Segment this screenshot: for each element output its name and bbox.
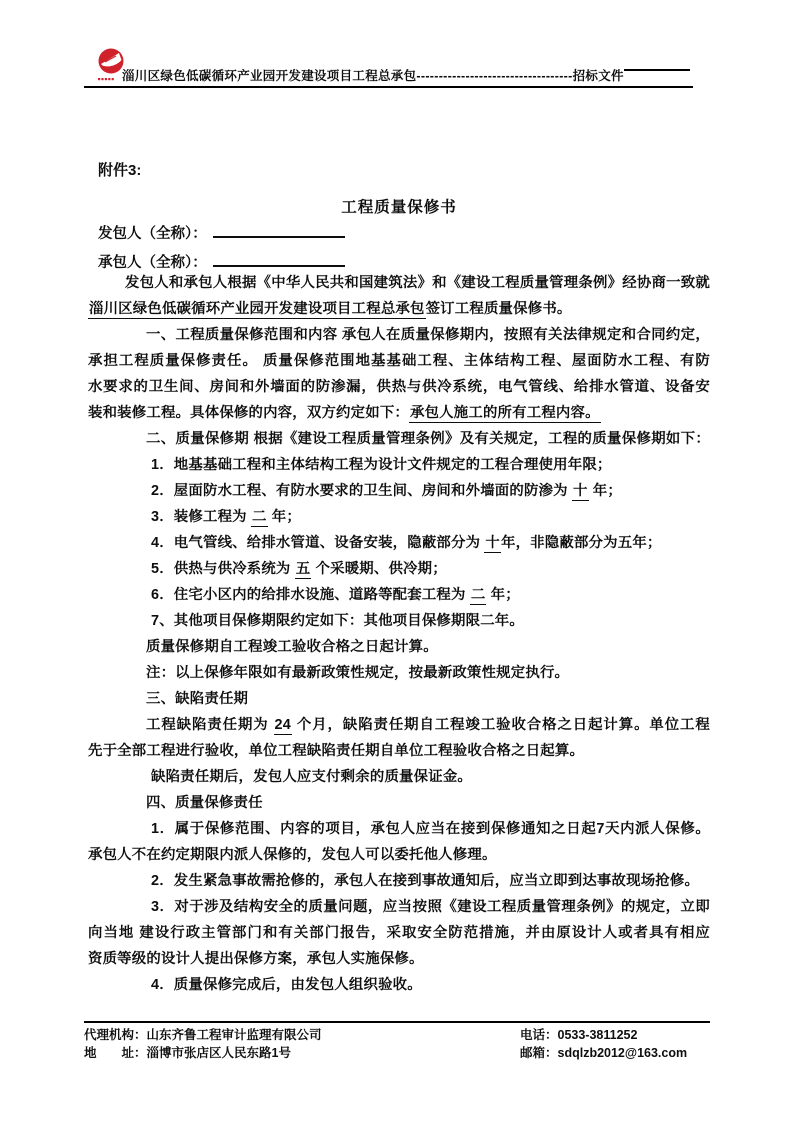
underlined-text: 五 [295,561,311,577]
text-run: 先于全部工程进行验收，单位工程缺陷责任期自单位工程验收合格之日起算。 [88,743,585,759]
doc-line [88,582,710,608]
text-run: 2．发生紧急事故需抢修的，承包人在接到事故通知后，应当立即到达事故现场抢修。 [151,873,700,889]
doc-line [88,816,710,842]
party-row-contractor [98,250,345,270]
footer-row [84,1027,710,1045]
text-run: 7、其他项目保修期限约定如下：其他项目保修期限二年。 [151,613,524,629]
attachment-label: 附件3: [98,162,142,179]
document-body [88,270,710,998]
text-run: 水要求的卫生间、房间和外墙面的防渗漏，供热与供冷系统，电气管线、给排水管道、设备安 [88,379,710,395]
doc-line [88,894,710,920]
header-project-name: 淄川区绿色低碳循环产业园开发建设项目工程总承包 [122,69,417,83]
doc-line [88,842,710,868]
underlined-text: 二 [470,587,486,603]
underlined-text: 十 [572,483,588,499]
doc-line [88,478,710,504]
employer-blank-underline [213,221,345,238]
header-title-line [122,66,693,84]
text-run: 年，非隐蔽部分为五年； [501,535,662,551]
text-run: 1．属于保修范围、内容的项目，承包人应当在接到保修通知之日起7天内派人保修。 [151,821,710,837]
header-dash-leader: ----------------------------------- [416,69,573,83]
footer-address: 地 址：淄博市张店区人民东路1号 [84,1045,291,1060]
doc-line [88,660,710,686]
text-run: 发包人和承包人根据《中华人民共和国建筑法》和《建设工程质量管理条例》经协商一致就 [125,275,710,291]
doc-line [88,946,710,972]
text-run: 3．装修工程为 [151,509,251,525]
footer-row [84,1045,710,1063]
text-run: 年； [588,483,622,499]
doc-line [88,790,710,816]
text-run: 缺陷责任期后，发包人应支付剩余的质量保证金。 [151,769,472,785]
doc-line [88,348,710,374]
text-run: 个采暖期、供冷期； [311,561,447,577]
doc-line [88,764,710,790]
party-row-employer [98,221,345,241]
doc-line [88,972,710,998]
text-run: 三、缺陷责任期 [146,691,249,707]
footer-email: 邮箱：sdqlzb2012@163.com [520,1045,688,1060]
header-short-rule [624,69,690,71]
text-run: 4．电气管线、给排水管道、设备安装，隐蔽部分为 [151,535,485,551]
underlined-text: 二 [251,509,267,525]
employer-label: 发包人（全称）： [98,226,207,242]
underlined-text: 承包人施工的所有工程内容。 [410,405,600,421]
doc-line [88,738,710,764]
text-run: 年； [486,587,520,603]
text-run: 6．住宅小区内的给排水设施、道路等配套工程为 [151,587,470,603]
text-run: 个月，缺陷责任期自工程竣工验收合格之日起计算。单位工程 [291,717,710,733]
doc-line [88,374,710,400]
text-run: 质量保修期自工程竣工验收合格之日起计算。 [146,639,438,655]
text-run: 3．对于涉及结构安全的质量问题，应当按照《建设工程质量管理条例》的规定，立即 [151,899,710,915]
doc-line [88,452,710,478]
text-run: 装和装修工程。具体保修的内容，双方约定如下： [88,405,409,421]
doc-line [88,322,710,348]
doc-line [88,556,710,582]
text-run: 工程缺陷责任期为 [146,717,274,733]
text-run: 签订工程质量保修书。 [425,301,572,317]
text-run: 向当地 建设行政主管部门和有关部门报告，采取安全防范措施，并由原设计人或者具有相应 [88,925,710,941]
contractor-label: 承包人（全称）： [98,255,207,271]
text-run: 承担工程质量保修责任。 质量保修范围地基基础工程、主体结构工程、屋面防水工程、有防 [88,353,710,369]
underlined-text: 十 [485,535,500,551]
doc-line [88,920,710,946]
underlined-text: 24 [274,717,291,733]
doc-line [88,426,710,452]
text-run: 2．屋面防水工程、有防水要求的卫生间、房间和外墙面的防渗为 [151,483,572,499]
footer-phone: 电话：0533-3811252 [520,1028,638,1042]
text-run: 一、工程质量保修范围和内容 承包人在质量保修期内，按照有关法律规定和合同约定， [146,327,710,343]
text-run: 年； [267,509,301,525]
underlined-text: 淄川区绿色低碳循环产业园开发建设项目工程总承包 [89,301,425,317]
doc-line [88,712,710,738]
doc-line [88,608,710,634]
text-run: 1．地基基础工程和主体结构工程为设计文件规定的工程合理使用年限； [151,457,612,473]
doc-line [88,296,710,322]
doc-line [88,634,710,660]
doc-line [88,686,710,712]
doc-line [88,868,710,894]
header-doc-type: 招标文件 [572,69,624,83]
text-run: 5．供热与供冷系统为 [151,561,295,577]
text-run: 资质等级的设计人提出保修方案，承包人实施保修。 [88,951,424,967]
doc-line [88,530,710,556]
page-header [84,48,693,88]
text-run: 注：以上保修年限如有最新政策性规定，按最新政策性规定执行。 [146,665,570,681]
text-run: 四、质量保修责任 [146,795,263,811]
page-title: 工程质量保修书 [341,199,457,216]
text-run: 承包人不在约定期限内派人保修的，发包人可以委托他人修理。 [88,847,497,863]
doc-line [88,504,710,530]
text-run: 4．质量保修完成后，由发包人组织验收。 [151,977,422,993]
doc-line [88,400,710,426]
doc-line [88,270,710,296]
contractor-blank-underline [213,250,345,267]
text-run: 二、质量保修期 根据《建设工程质量管理条例》及有关规定，工程的质量保修期如下： [146,431,710,447]
page-footer [84,1021,710,1062]
footer-agency: 代理机构：山东齐鲁工程审计监理有限公司 [84,1028,322,1042]
